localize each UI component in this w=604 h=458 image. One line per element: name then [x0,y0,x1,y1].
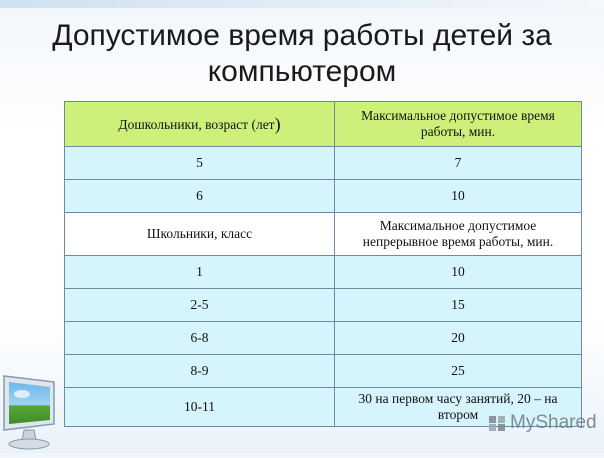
cell-minutes: 25 [335,355,582,388]
cell-minutes: 20 [335,322,582,355]
header-cell-max-time: Максимальное допустимое время работы, мин. [335,102,582,147]
cell-grade: 1 [65,256,335,289]
cell-grade: 10-11 [65,388,335,427]
cell-grade: 6-8 [65,322,335,355]
subheader-cell-max-continuous-time: Максимальное допустимое непрерывное время работы, мин. [335,213,582,256]
cell-minutes: 30 на первом часу занятий, 20 – на втором [335,388,582,427]
table-row [65,322,582,355]
table-row [65,180,582,213]
page-title [0,18,604,90]
cell-grade: 2-5 [65,289,335,322]
screen-time-table [64,101,582,427]
cell-minutes: 10 [335,256,582,289]
table-row [65,355,582,388]
watermark-text: MyShared [510,412,597,433]
cell-minutes: 10 [335,180,582,213]
computer-monitor-icon [0,372,62,453]
cell-grade: 8-9 [65,355,335,388]
table-subheader-row [65,213,582,256]
header-cell-preschool-age [65,102,335,147]
cell-minutes: 15 [335,289,582,322]
table-row [65,289,582,322]
slide-top-decoration [0,0,604,8]
header-preschool-age-paren: ) [274,113,281,134]
myshared-logo-icon [488,414,506,432]
page-title-line-1: Допустимое время работы детей за [52,19,552,52]
header-preschool-age-label: Дошкольники, возраст (лет [118,116,275,132]
subheader-cell-school-grade: Школьники, класс [65,213,335,256]
page-title-line-2: компьютером [207,55,397,88]
table-row [65,147,582,180]
watermark [488,412,597,434]
table-row [65,256,582,289]
table-header-row [65,102,582,147]
cell-age: 6 [65,180,335,213]
cell-age: 5 [65,147,335,180]
cell-minutes: 7 [335,147,582,180]
